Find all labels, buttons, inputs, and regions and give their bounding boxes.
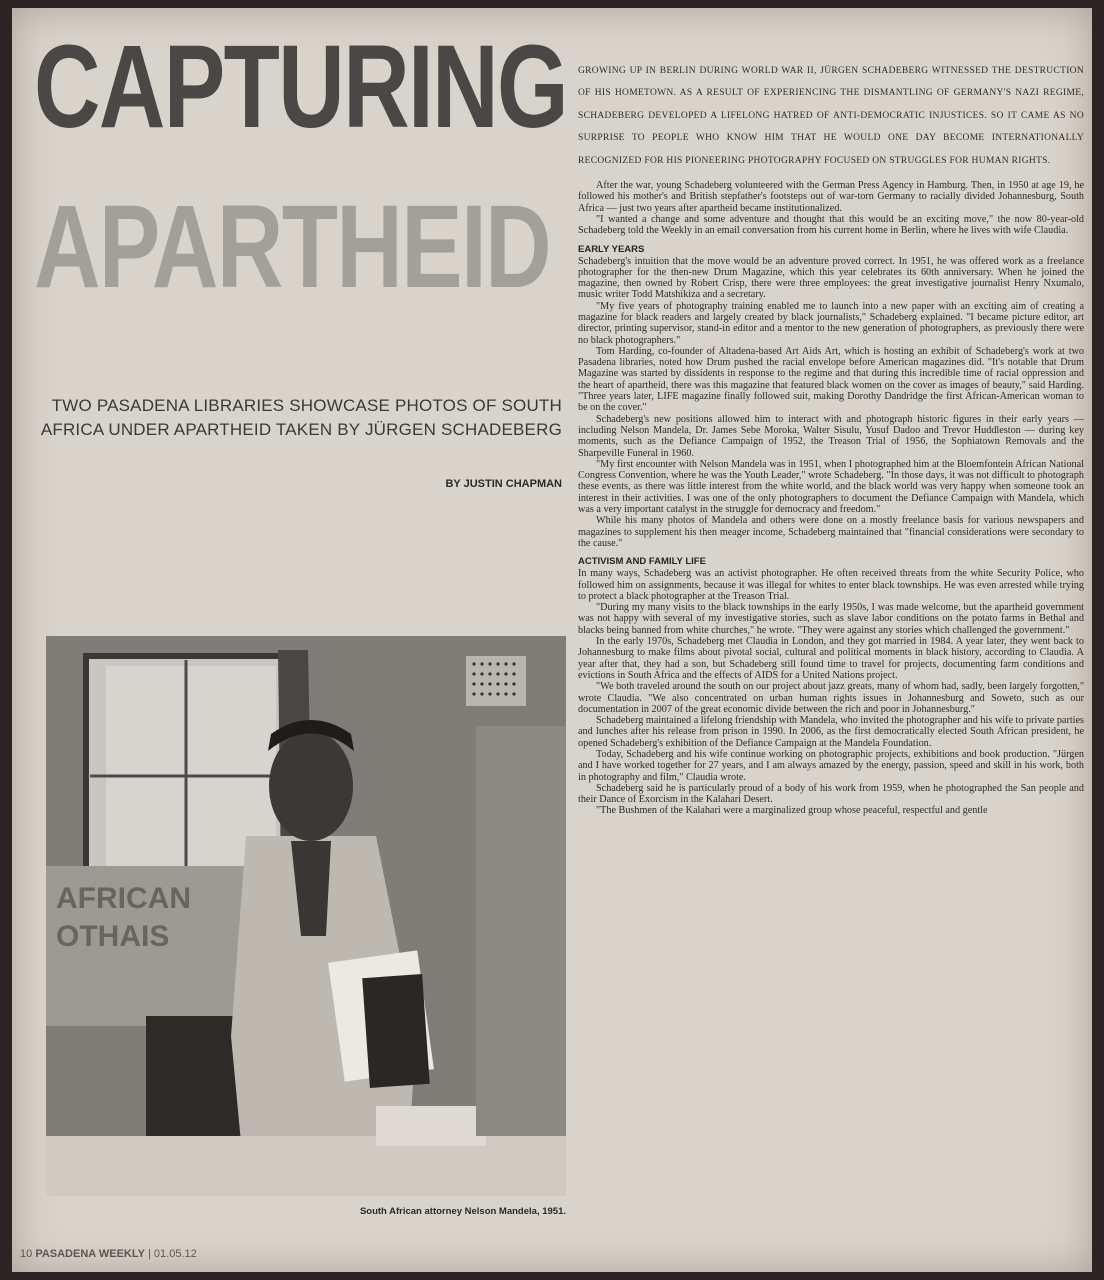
- paragraph: While his many photos of Mandela and others were done on a mostly freelance basis for various newspapers and magazines to supplement his then meager income, Schadeberg maintained that "financial considerations were secondary to the cause.": [578, 515, 1084, 549]
- newspaper-page: [12, 8, 1092, 1272]
- article-intro: GROWING UP IN BERLIN DURING WORLD WAR II, JÜRGEN SCHADEBERG WITNESSED THE DESTRUCTION OF HIS HOMETOWN. AS A RESULT OF EXPERIENCING THE DISMANTLING OF GERMANY'S NAZI REGIME, SCHADEBERG DEVELOPED A LIFELONG HATRED OF ANTI-DEMOCRATIC INJUSTICES. SO IT CAME AS NO SURPRISE TO PEOPLE WHO KNOW HIM THAT HE WOULD ONE DAY BECOME INTERNATIONALLY RECOGNIZED FOR HIS PIONEERING PHOTOGRAPHY FOCUSED ON STRUGGLES FOR HUMAN RIGHTS.: [578, 66, 1084, 166]
- mandela-photo: [46, 636, 566, 1196]
- folio-publication: PASADENA WEEKLY: [35, 1248, 145, 1260]
- paragraph: "My first encounter with Nelson Mandela was in 1951, when I photographed him at the Bloemfontein African National Congress Convention, where he was the Youth Leader," wrote Schadeberg. "In those days, it was not difficult to photograph these events, as there was little interest from the white world, and the black world was very happy when someone took an interest in their activities. I was one of the only photographers to document the Defiance Campaign with Mandela, which was a very important catalyst in the struggle for democracy and freedom.": [578, 458, 1084, 516]
- page-folio: 10 PASADENA WEEKLY | 01.05.12: [20, 1248, 197, 1260]
- paragraph: Schadeberg's intuition that the move would be an adventure proved correct. In 1951, he was offered work as a freelance photographer for the then-new Drum Magazine, which this year celebrates its 60th anniversary. When he joined the magazine, then owned by Robert Crisp, there were three employees: the great investigative journalist Henry Nxumalo, music writer Todd Matshikiza and a secretary.: [578, 255, 1084, 301]
- paragraph: Schadeberg's new positions allowed him to interact with and photograph historic figures in their early years — including Nelson Mandela, Dr. James Sebe Moroka, Walter Sisulu, Yusuf Dadoo and Trevor Huddleston — during key moments, such as the Defiance Campaign of 1952, the Treason Trial of 1956, the Sophiatown Removals and the Sharpeville Funeral in 1960.: [578, 413, 1084, 459]
- paragraph: "During my many visits to the black townships in the early 1950s, I was made welcome, but the apartheid government was not happy with several of my investigative stories, such as slave labor conditions on the potato farms in Bethal and blacks being banned from white churches," he wrote. "They were against any stories which challenged the government.": [578, 602, 1084, 636]
- folio-page-number: 10: [20, 1248, 33, 1260]
- paragraph: "We both traveled around the south on our project about jazz greats, many of whom had, sadly, been largely forgotten," wrote Claudia. "We also concentrated on urban human rights issues in Johannesburg and Soweto, such as our documentation in 2007 of the great economic divide between the rich and poor in Johannesburg.": [578, 681, 1084, 715]
- section-heading-activism: ACTIVISM AND FAMILY LIFE: [578, 556, 706, 568]
- paragraph: "I wanted a change and some adventure and thought that this would be an exciting move," the now 80-year-old Schadeberg told the Weekly in an email conversation from his current home in Berlin, where he lives with wife Claudia.: [578, 213, 1084, 237]
- svg-text:AFRICAN: AFRICAN: [56, 882, 191, 915]
- photo-illustration: [46, 636, 566, 1196]
- paragraph: After the war, young Schadeberg volunteered with the German Press Agency in Hamburg. Then, in 1950 at age 19, he followed his mother's and British stepfather's footsteps out of war-torn Germany to racially divided Johannesburg, South Africa — just two years after apartheid became institutionalized.: [578, 180, 1084, 214]
- headline-line-1: CAPTURING: [34, 21, 568, 153]
- article-body: [578, 60, 1084, 817]
- folio-date: 01.05.12: [153, 1248, 197, 1260]
- paragraph: Schadeberg maintained a lifelong friendship with Mandela, who invited the photographer and his wife to private parties and lunches after his release from prison in 1990. In 2006, as the first democratically elected South African president, he opened Schadeberg's exhibition of the Defiance Campaign at the Mandela Foundation.: [578, 715, 1084, 749]
- paragraph: In the early 1970s, Schadeberg met Claudia in London, and they got married in 1984. A year later, they went back to Johannesburg to make films about pivotal social, cultural and political moments in black history, according to Claudia. A year after that, they had a son, but Schadeberg still found time to travel for projects, documenting farm conditions and evictions in South Africa and the effects of AIDS for a United Nations project.: [578, 636, 1084, 681]
- subheadline: TWO PASADENA LIBRARIES SHOWCASE PHOTOS OF SOUTH AFRICA UNDER APARTHEID TAKEN BY JÜRGEN SCHADEBERG: [40, 396, 562, 439]
- photo-caption: South African attorney Nelson Mandela, 1951.: [359, 1206, 566, 1217]
- section-heading-early-years: EARLY YEARS: [578, 243, 645, 255]
- paragraph: Today, Schadeberg and his wife continue working on photographic projects, exhibitions and book production. "Jürgen and I have worked together for 27 years, and I am always amazed by the energy, passion, speed and skill in his work, both in photography and film," Claudia wrote.: [578, 748, 1084, 783]
- byline: BY JUSTIN CHAPMAN: [445, 478, 562, 490]
- paragraph: "My five years of photography training enabled me to launch into a new paper with an exciting aim of creating a magazine for black readers and largely created by black journalists," Schadeberg explained. "I became picture editor, art director, printing supervisor, stand-in editor and a mentor to the new generation of photographers, as previously there were no black photographers.": [578, 300, 1084, 346]
- paragraph: Schadeberg said he is particularly proud of a body of his work from 1959, when he photographed the San people and their Dance of Exorcism in the Kalahari Desert.: [578, 782, 1084, 806]
- headline-line-2: APARTHEID: [34, 181, 551, 313]
- paragraph: In many ways, Schadeberg was an activist photographer. He often received threats from the white Security Police, who followed him on assignments, because it was illegal for whites to enter black townships. He was even arrested while trying to protect a black photographer at the Treason Trial.: [578, 568, 1084, 602]
- paragraph: "The Bushmen of the Kalahari were a marginalized group whose peaceful, respectful and gentle: [596, 805, 988, 817]
- paragraph: Tom Harding, co-founder of Altadena-based Art Aids Art, which is hosting an exhibit of Schadeberg's work at two Pasadena libraries, noted how Drum pushed the racial envelope before American magazines did. "It's notable that Drum Magazine was started by dissidents in response to the regime and that during this incredible time of racial oppression and the heart of apartheid, there was this magazine that featured black women on the cover as images of beauty," said Harding. "Three years later, LIFE magazine finally followed suit, making Dorothy Dandridge the first African-American woman to be on the cover.": [578, 345, 1084, 414]
- svg-text:OTHAIS: OTHAIS: [56, 920, 170, 953]
- headline: [34, 21, 568, 313]
